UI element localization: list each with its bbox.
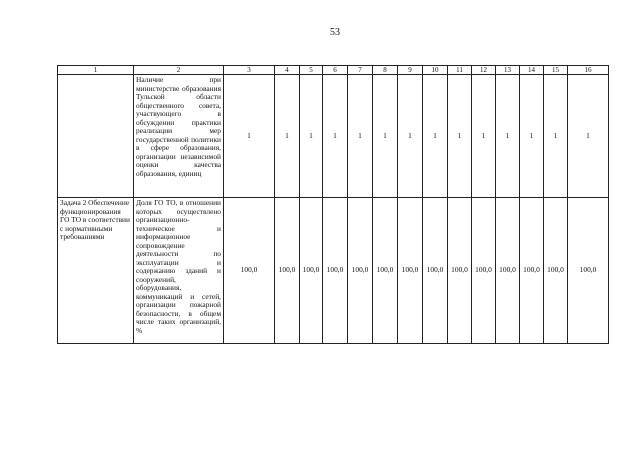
value-cell: 1 <box>472 75 496 198</box>
header-cell: 10 <box>423 66 448 75</box>
header-cell: 5 <box>300 66 323 75</box>
page-number: 53 <box>330 27 340 38</box>
value-cell: 100,0 <box>544 198 568 344</box>
header-row <box>58 66 609 75</box>
value-cell: 1 <box>275 75 300 198</box>
value-cell: 1 <box>373 75 398 198</box>
table-row <box>58 198 609 344</box>
value-cell: 1 <box>448 75 472 198</box>
header-cell: 16 <box>568 66 609 75</box>
value-cell: 1 <box>348 75 373 198</box>
value-cell: 100,0 <box>496 198 520 344</box>
header-cell: 1 <box>58 66 134 75</box>
header-cell: 7 <box>348 66 373 75</box>
value-cell: 100,0 <box>520 198 544 344</box>
task-cell: Задача 2 Обеспечение функционирования ГО ТО в соответствии с нормативными требованиями <box>58 198 134 344</box>
value-cell: 1 <box>568 75 609 198</box>
value-cell: 1 <box>423 75 448 198</box>
value-cell: 1 <box>323 75 348 198</box>
header-cell: 3 <box>224 66 275 75</box>
header-cell: 6 <box>323 66 348 75</box>
indicator-cell: Наличие при министерстве образования Тульской области общественного совета, участвующего в обсуждении практики реализации мер государственной политики в сфере образования, организации независимой оценки качества образования, единиц <box>134 75 224 198</box>
value-cell: 100,0 <box>300 198 323 344</box>
value-cell: 1 <box>398 75 423 198</box>
header-cell: 2 <box>134 66 224 75</box>
header-cell: 4 <box>275 66 300 75</box>
task-cell <box>58 75 134 198</box>
value-cell: 100,0 <box>373 198 398 344</box>
value-cell: 100,0 <box>275 198 300 344</box>
value-cell: 1 <box>300 75 323 198</box>
value-cell: 1 <box>520 75 544 198</box>
value-cell: 100,0 <box>568 198 609 344</box>
value-cell: 1 <box>224 75 275 198</box>
header-cell: 11 <box>448 66 472 75</box>
value-cell: 1 <box>496 75 520 198</box>
indicators-table <box>57 65 609 344</box>
value-cell: 100,0 <box>423 198 448 344</box>
header-cell: 9 <box>398 66 423 75</box>
header-cell: 8 <box>373 66 398 75</box>
header-cell: 13 <box>496 66 520 75</box>
header-cell: 12 <box>472 66 496 75</box>
table-row <box>58 75 609 198</box>
value-cell: 100,0 <box>323 198 348 344</box>
value-cell: 100,0 <box>398 198 423 344</box>
header-cell: 14 <box>520 66 544 75</box>
value-cell: 100,0 <box>472 198 496 344</box>
header-cell: 15 <box>544 66 568 75</box>
value-cell: 100,0 <box>224 198 275 344</box>
indicator-cell: Доля ГО ТО, в отношении которых осуществлено организационно-техническое и информационное сопровождение деятельности по эксплуатации и содержанию зданий и сооружений, оборудования, коммуникаций и сетей, организации пожарной безопасности, в общем числе таких организаций, % <box>134 198 224 344</box>
value-cell: 100,0 <box>448 198 472 344</box>
value-cell: 1 <box>544 75 568 198</box>
value-cell: 100,0 <box>348 198 373 344</box>
